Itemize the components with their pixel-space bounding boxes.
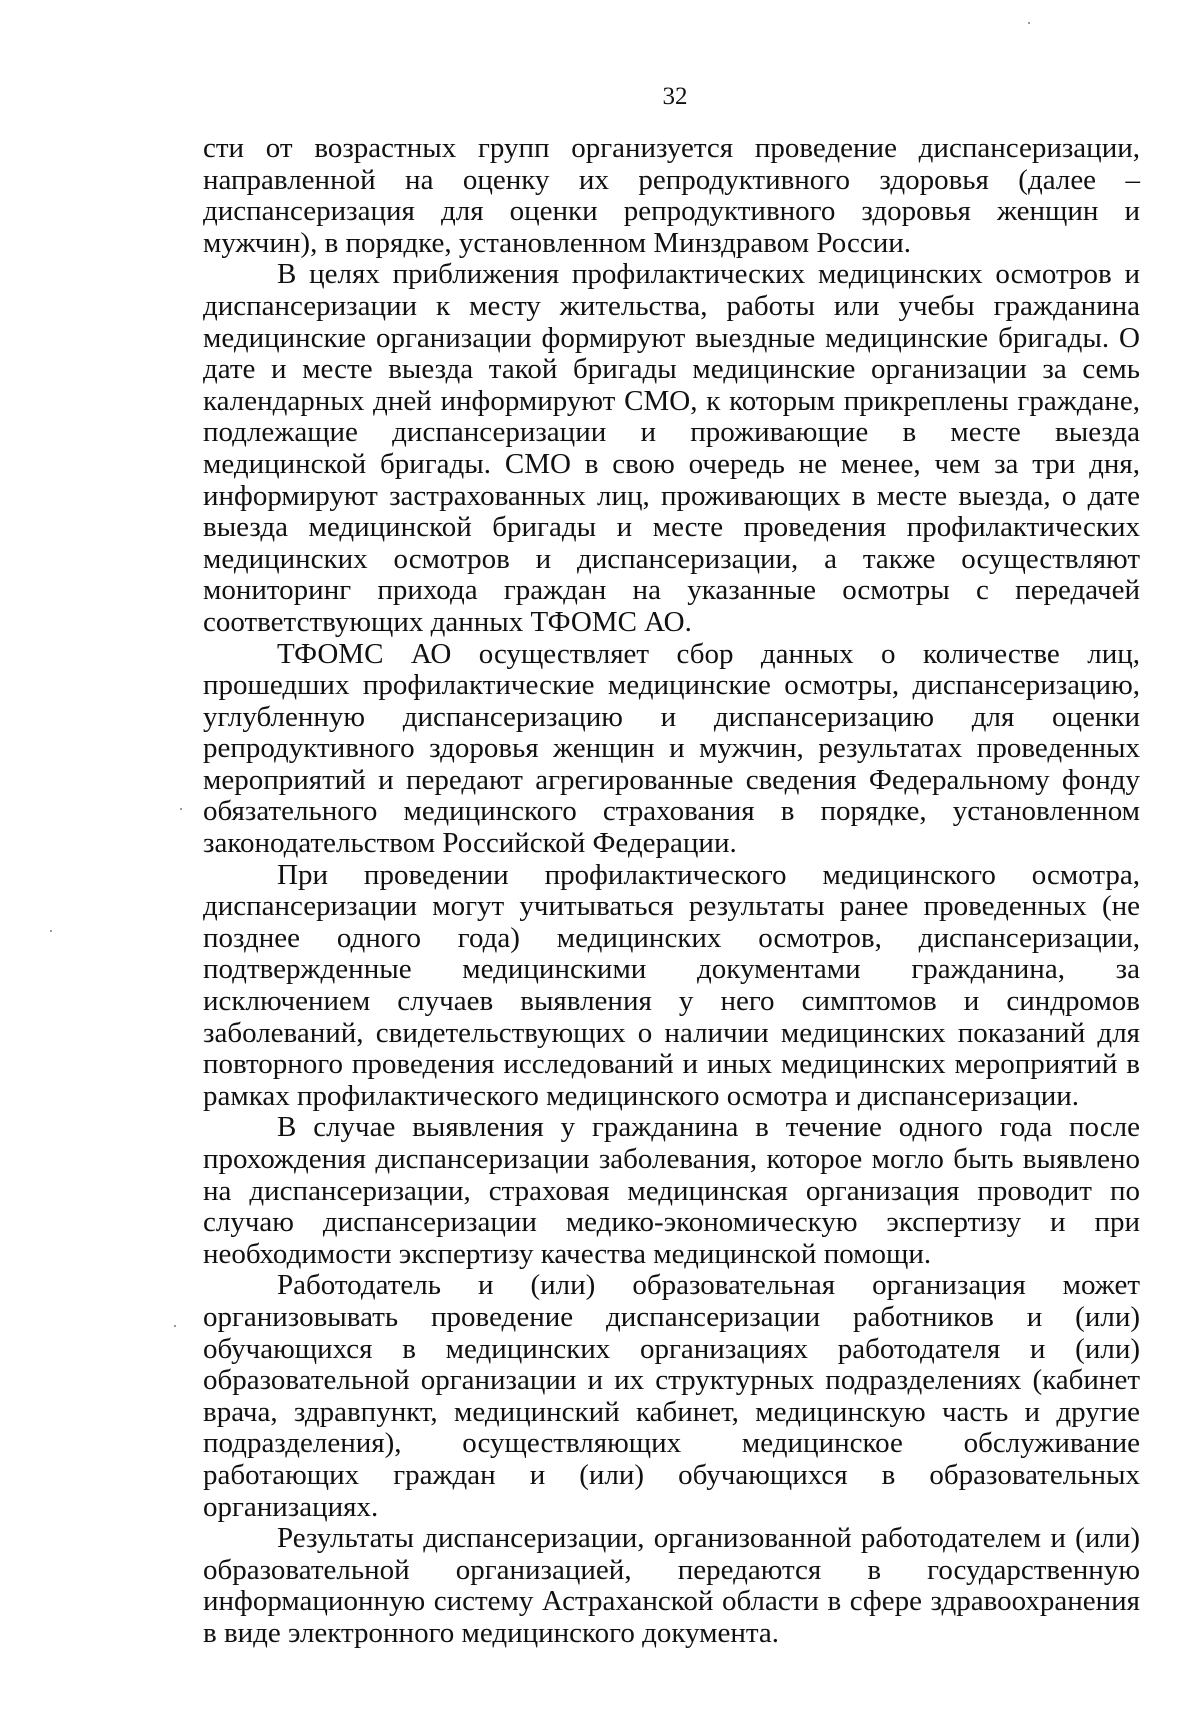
paragraph: Результаты диспансеризации, организованной работодателем и (или) образовательной организацией, передаются в государственную информационную систему Астраханской области в сфере здравоохранения в виде электронного медицинского документа. [203,1522,1140,1649]
paragraph: ТФОМС АО осуществляет сбор данных о количестве лиц, прошедших профилактические медицинские осмотры, диспансеризацию, углубленную диспансеризацию и диспансеризацию для оценки репродуктивного здоровья женщин и мужчин, результатах проведенных мероприятий и передают агрегированные сведения Федеральному фонду обязательного медицинского страхования в порядке, установленном законодательством Российской Федерации. [203,637,1140,860]
scan-speck [50,930,52,932]
scan-speck [1028,22,1030,24]
paragraph: В случае выявления у гражданина в течение одного года после прохождения диспансеризации заболевания, которое могло быть выявлено на диспансеризации, страховая медицинская организация проводит по случаю диспансеризации медико-экономическую экспертизу и при необходимости экспертизу качества медицинской помощи. [203,1111,1140,1270]
paragraph: При проведении профилактического медицинского осмотра, диспансеризации могут учитываться результаты ранее проведенных (не позднее одного года) медицинских осмотров, диспансеризации, подтвержденные медицинскими документами гражданина, за исключением случаев выявления у него симптомов и синдромов заболеваний, свидетельствующих о наличии медицинских показаний для повторного проведения исследований и иных медицинских мероприятий в рамках профилактического медицинского осмотра и диспансеризации. [203,858,1140,1112]
scan-speck [180,808,182,810]
page-number: 32 [662,83,688,110]
body-text [203,133,1140,1650]
paragraph: В целях приближения профилактических медицинских осмотров и диспансеризации к месту жительства, работы или учебы гражданина медицинские организации формируют выездные медицинские бригады. О дате и месте выезда такой бригады медицинские организации за семь календарных дней информируют СМО, к которым прикреплены граждане, подлежащие диспансеризации и проживающие в месте выезда медицинской бригады. СМО в свою очередь не менее, чем за три дня, информируют застрахованных лиц, проживающих в месте выезда, о дате выезда медицинской бригады и месте проведения профилактических медицинских осмотров и диспансеризации, а также осуществляют мониторинг прихода граждан на указанные осмотры с передачей соответствующих данных ТФОМС АО. [203,258,1140,638]
scan-speck [174,1325,176,1327]
paragraph: Работодатель и (или) образовательная организация может организовывать проведение диспансеризации работников и (или) обучающихся в медицинских организациях работодателя и (или) образовательной организации и их структурных подразделениях (кабинет врача, здравпункт, медицинский кабинет, медицинскую часть и другие подразделения), осуществляющих медицинское обслуживание работающих граждан и (или) обучающихся в образовательных организациях. [203,1269,1140,1523]
paragraph: сти от возрастных групп организуется проведение диспансеризации, направленной на оценку их репродуктивного здоровья (далее – диспансеризация для оценки репродуктивного здоровья женщин и мужчин), в порядке, установленном Минздравом России. [203,132,1140,259]
